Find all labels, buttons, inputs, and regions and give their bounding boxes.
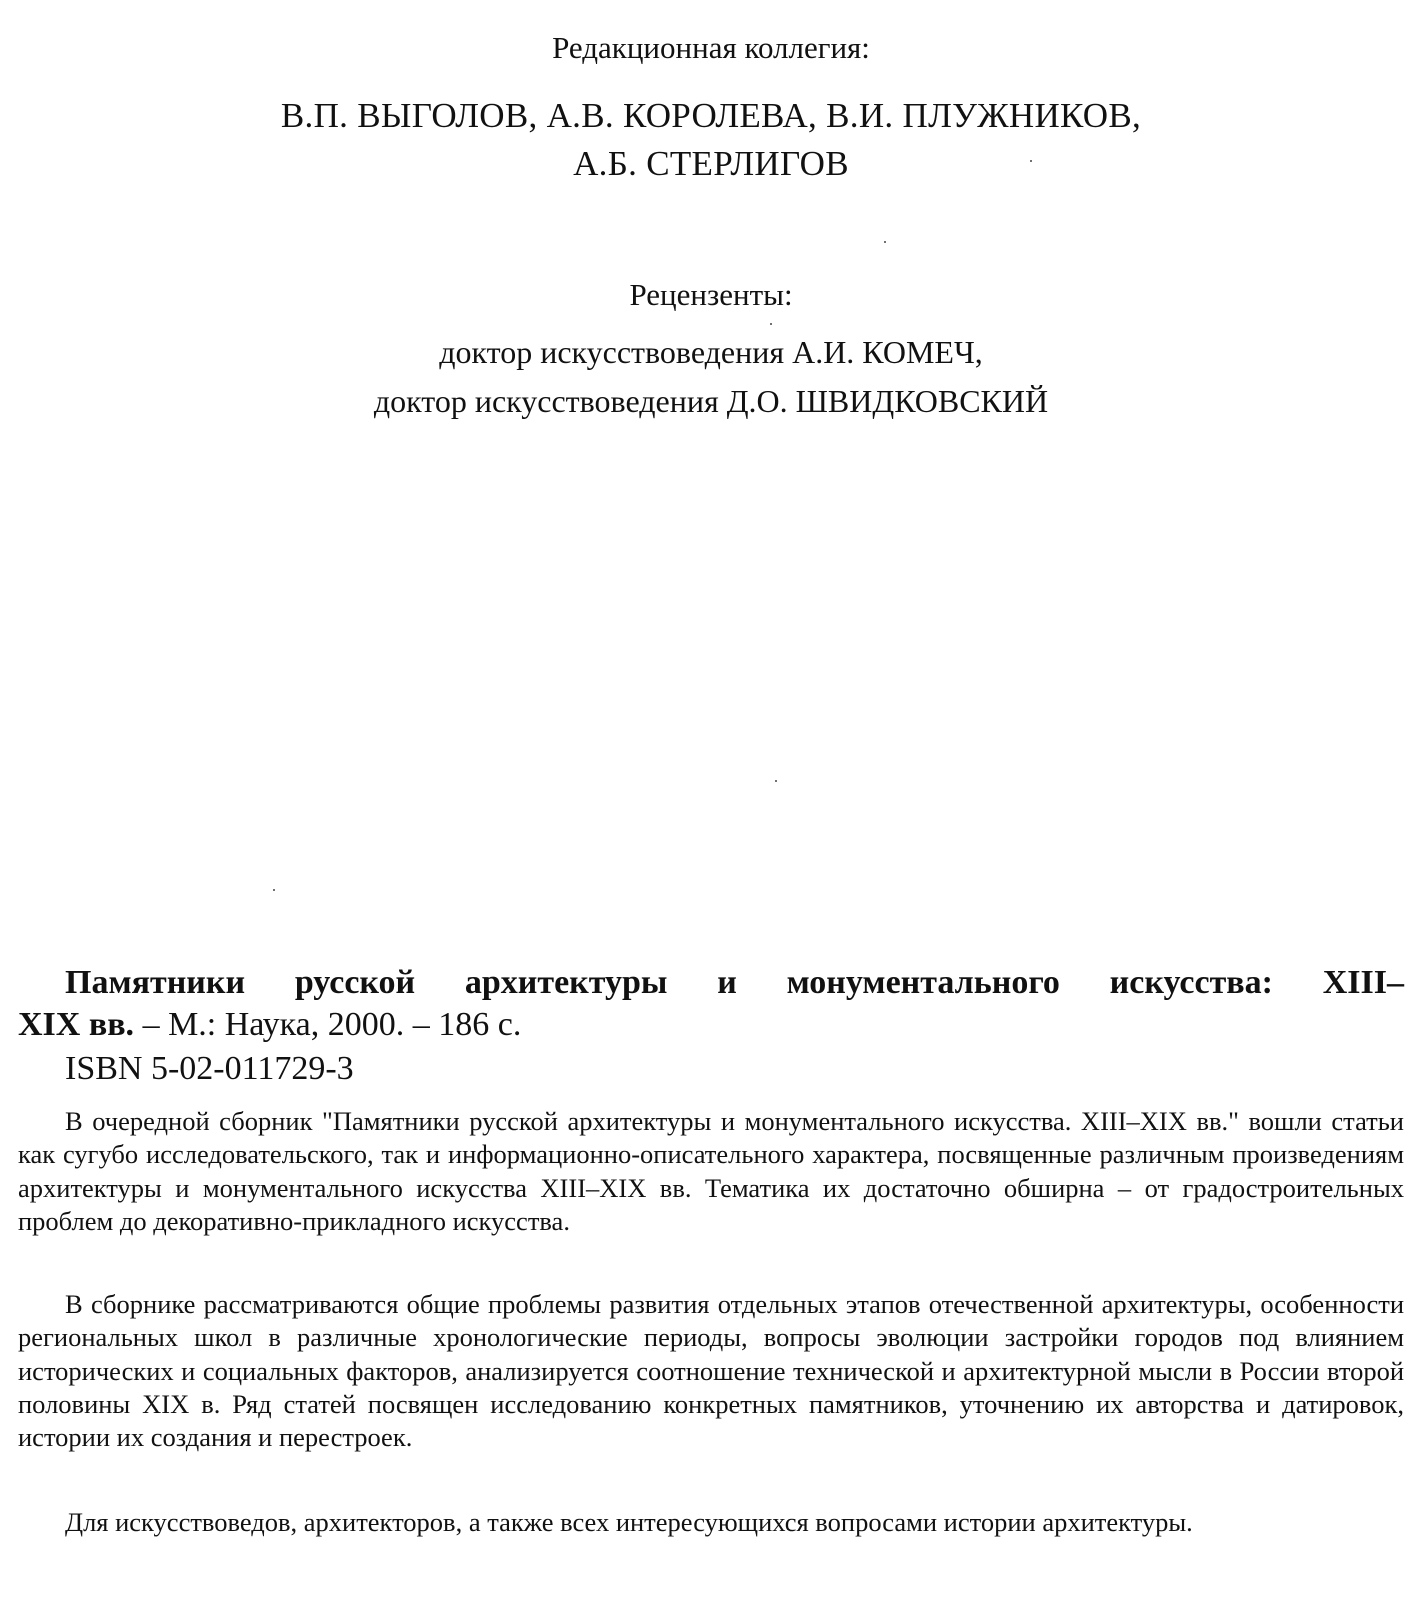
annotation-text-1: В очередной сборник "Памятники русской архитектуры и монументального искусства. XIII–XIX вв." вошли статьи как сугубо исследовательского, так и информационно-описательного характера, посвященные различным произведениям архитектуры и монументального искусства XIII–XIX вв. Тематика их достаточно обширна – от градостроительных проблем до декоративно-прикладного искусства. bbox=[18, 1106, 1404, 1236]
scan-speck bbox=[1030, 160, 1032, 162]
editorial-board-heading: Редакционная коллегия: bbox=[552, 30, 870, 65]
scan-speck bbox=[770, 323, 772, 325]
book-title-line-2-bold: XIX вв. bbox=[18, 1006, 135, 1043]
book-title-line-1: Памятники русской архитектуры и монументального искусства: XIII– bbox=[65, 964, 1404, 1001]
scan-speck bbox=[884, 241, 886, 243]
annotation-paragraph-3 bbox=[18, 1506, 1404, 1543]
annotation-paragraph-1 bbox=[18, 1105, 1404, 1242]
annotation-paragraph-2 bbox=[18, 1288, 1404, 1458]
book-title-line-2 bbox=[18, 1004, 1404, 1046]
reviewers-heading: Рецензенты: bbox=[629, 277, 793, 312]
reviewer-line-1: доктор искусствоведения А.И. КОМЕЧ, bbox=[439, 334, 983, 370]
editorial-board-names-line-1: В.П. ВЫГОЛОВ, А.В. КОРОЛЕВА, В.И. ПЛУЖНИКОВ, bbox=[280, 96, 1142, 135]
scan-speck bbox=[273, 889, 275, 891]
annotation-text-2: В сборнике рассматриваются общие проблемы развития отдельных этапов отечественной архитектуры, особенности региональных школ в различные хронологические периоды, вопросы эволюции застройки городов под влиянием исторических и социальных факторов, анализируется соотношение технической и архитектурной мысли в России второй половины XIX в. Ряд статей посвящен исследованию конкретных памятников, уточнению их авторства и датировок, истории их создания и перестроек. bbox=[18, 1289, 1404, 1453]
editorial-board-names-line-2: А.Б. СТЕРЛИГОВ bbox=[573, 144, 849, 183]
isbn: ISBN 5-02-011729-3 bbox=[65, 1050, 354, 1087]
publication-info: – М.: Наука, 2000. – 186 с. bbox=[134, 1006, 522, 1043]
reviewer-line-2: доктор искусствоведения Д.О. ШВИДКОВСКИЙ bbox=[373, 383, 1049, 419]
scan-speck bbox=[775, 780, 777, 782]
annotation-text-3: Для искусствоведов, архитекторов, а также всех интересующихся вопросами истории архитектуры. bbox=[65, 1507, 1193, 1537]
